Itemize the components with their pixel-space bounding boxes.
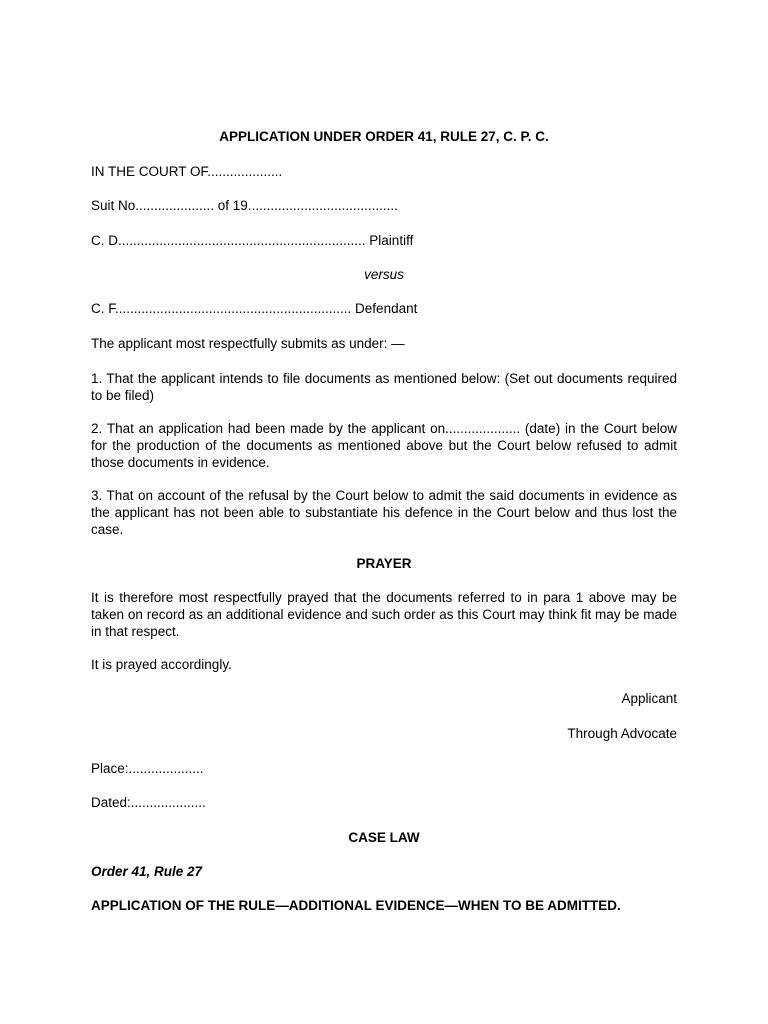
intro-text: The applicant most respectfully submits as under: — — [91, 336, 405, 351]
applicant-signature-label: Applicant — [621, 691, 677, 706]
court-line: IN THE COURT OF.................... — [91, 164, 283, 179]
prayer-heading: PRAYER — [356, 556, 412, 571]
case-law-heading: CASE LAW — [348, 830, 420, 845]
suit-number-line: Suit No..................... of 19........................................ — [91, 198, 398, 213]
plaintiff-line: C. D.................................................................. Plaintiff — [91, 233, 414, 248]
paragraph-3: 3. That on account of the refusal by the Court below to admit the said documents in evidence as the applicant has not been able to substantiate his defence in the Court below and thus lost the case. — [91, 488, 677, 537]
prayer-text: It is therefore most respectfully prayed that the documents referred to in para 1 above may be taken on record as an additional evidence and such order as this Court may think fit may be made in that respect. — [91, 590, 677, 639]
place-line: Place:.................... — [91, 761, 204, 776]
through-advocate-label: Through Advocate — [567, 726, 677, 741]
document-title: APPLICATION UNDER ORDER 41, RULE 27, C. P. C. — [219, 129, 549, 144]
prayed-accordingly-text: It is prayed accordingly. — [91, 657, 232, 672]
case-law-reference: Order 41, Rule 27 — [91, 864, 203, 879]
case-law-subheading: APPLICATION OF THE RULE—ADDITIONAL EVIDENCE—WHEN TO BE ADMITTED. — [91, 898, 621, 913]
paragraph-1: 1. That the applicant intends to file documents as mentioned below: (Set out documents required to be filed) — [91, 371, 677, 403]
paragraph-2: 2. That an application had been made by the applicant on.................... (date) in the Court below for the production of the documents as mentioned above but the Court below refused to admit those documents in evidence. — [91, 421, 677, 470]
versus-text: versus — [364, 267, 404, 282]
dated-line: Dated:.................... — [91, 795, 206, 810]
defendant-line: C. F............................................................... Defendant — [91, 301, 418, 316]
